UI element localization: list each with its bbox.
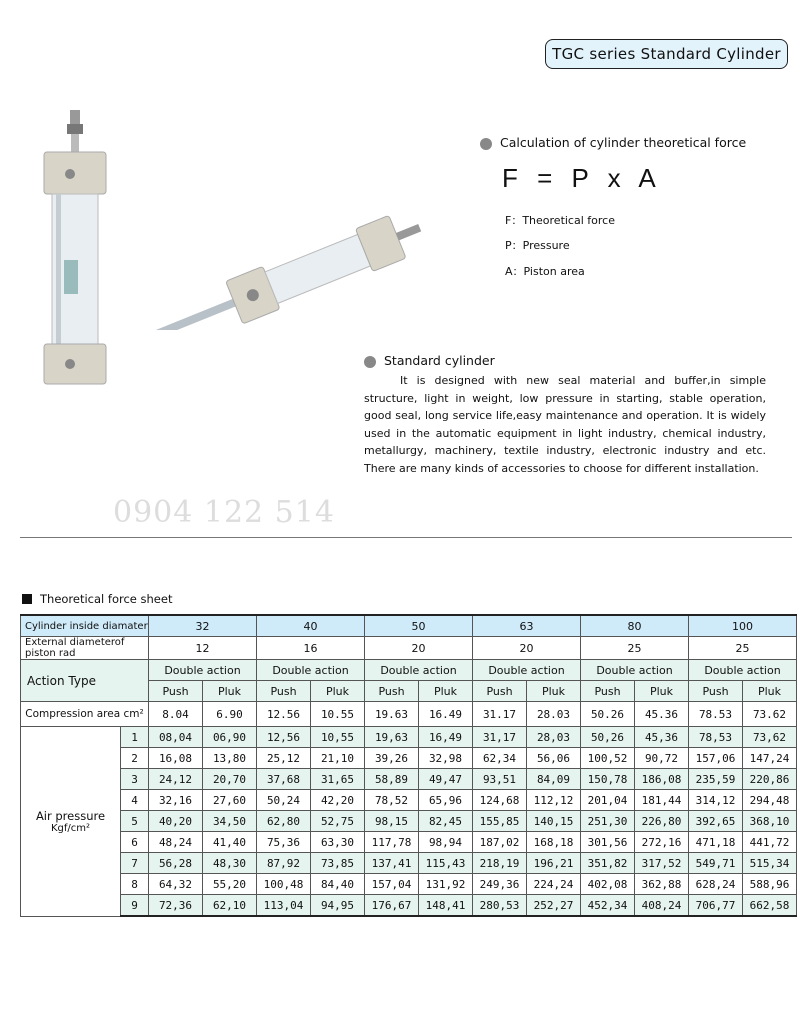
force-value: 87,92: [257, 853, 311, 874]
pluk-header: Pluk: [311, 681, 365, 702]
rod-value: 12: [149, 637, 257, 660]
force-value: 272,16: [635, 832, 689, 853]
force-value: 31,65: [311, 769, 365, 790]
table-row: [21, 660, 797, 681]
force-value: 100,52: [581, 748, 635, 769]
diameter-value: 100: [689, 615, 797, 637]
pressure-value: 8: [121, 874, 149, 895]
sheet-heading-text: Theoretical force sheet: [40, 592, 173, 606]
pressure-value: 3: [121, 769, 149, 790]
force-value: 25,12: [257, 748, 311, 769]
force-value: 187,02: [473, 832, 527, 853]
standard-heading: [364, 353, 495, 368]
definition-f: F：Theoretical force: [505, 214, 615, 227]
force-value: 317,52: [635, 853, 689, 874]
force-value: 441,72: [743, 832, 797, 853]
push-header: Push: [257, 681, 311, 702]
definition-p: P：Pressure: [505, 239, 570, 252]
force-value: 39,26: [365, 748, 419, 769]
force-value: 224,24: [527, 874, 581, 895]
push-header: Push: [581, 681, 635, 702]
table-row: [21, 769, 797, 790]
pluk-header: Pluk: [419, 681, 473, 702]
table-row: [21, 748, 797, 769]
force-value: 28,03: [527, 727, 581, 748]
force-value: 235,59: [689, 769, 743, 790]
force-value: 84,40: [311, 874, 365, 895]
force-value: 94,95: [311, 895, 365, 917]
diameter-value: 50: [365, 615, 473, 637]
force-value: 471,18: [689, 832, 743, 853]
diameter-value: 32: [149, 615, 257, 637]
force-value: 56,06: [527, 748, 581, 769]
force-value: 84,09: [527, 769, 581, 790]
force-value: 98,94: [419, 832, 473, 853]
force-value: 251,30: [581, 811, 635, 832]
pluk-header: Pluk: [635, 681, 689, 702]
force-value: 75,36: [257, 832, 311, 853]
force-value: 124,68: [473, 790, 527, 811]
force-value: 78,52: [365, 790, 419, 811]
force-value: 588,96: [743, 874, 797, 895]
bullet-icon: [480, 138, 492, 150]
pressure-value: 9: [121, 895, 149, 917]
formula: F = P x A: [502, 163, 662, 193]
action-value: Double action: [689, 660, 797, 681]
force-value: 41,40: [203, 832, 257, 853]
force-value: 201,04: [581, 790, 635, 811]
compression-value: 16.49: [419, 702, 473, 727]
force-value: 65,96: [419, 790, 473, 811]
action-value: Double action: [257, 660, 365, 681]
force-value: 50,26: [581, 727, 635, 748]
force-value: 73,62: [743, 727, 797, 748]
table-row: [21, 790, 797, 811]
table-row: [21, 832, 797, 853]
force-value: 176,67: [365, 895, 419, 917]
compression-value: 45.36: [635, 702, 689, 727]
force-value: 314,12: [689, 790, 743, 811]
compression-value: 31.17: [473, 702, 527, 727]
force-value: 63,30: [311, 832, 365, 853]
force-value: 72,36: [149, 895, 203, 917]
force-value: 27,60: [203, 790, 257, 811]
table-row: [21, 895, 797, 917]
table-row: [21, 874, 797, 895]
table-row: [21, 615, 797, 637]
action-value: Double action: [149, 660, 257, 681]
pressure-value: 5: [121, 811, 149, 832]
force-value: 34,50: [203, 811, 257, 832]
force-value: 155,85: [473, 811, 527, 832]
rod-value: 20: [473, 637, 581, 660]
force-value: 150,78: [581, 769, 635, 790]
rod-value: 25: [689, 637, 797, 660]
pressure-value: 7: [121, 853, 149, 874]
force-value: 45,36: [635, 727, 689, 748]
compression-label: Compression area cm²: [21, 702, 149, 727]
force-value: 218,19: [473, 853, 527, 874]
force-value: 55,20: [203, 874, 257, 895]
horizontal-cylinder-image: [125, 210, 425, 330]
force-value: 392,65: [689, 811, 743, 832]
force-value: 196,21: [527, 853, 581, 874]
force-value: 408,24: [635, 895, 689, 917]
standard-heading-text: Standard cylinder: [384, 353, 495, 368]
force-value: 549,71: [689, 853, 743, 874]
air-pressure-label: [21, 727, 121, 917]
force-value: 100,48: [257, 874, 311, 895]
force-value: 78,53: [689, 727, 743, 748]
force-value: 13,80: [203, 748, 257, 769]
force-value: 52,75: [311, 811, 365, 832]
force-value: 140,15: [527, 811, 581, 832]
compression-value: 10.55: [311, 702, 365, 727]
force-value: 16,49: [419, 727, 473, 748]
force-value: 21,10: [311, 748, 365, 769]
force-value: 515,34: [743, 853, 797, 874]
page-title: TGC series Standard Cylinder: [545, 39, 788, 69]
action-value: Double action: [473, 660, 581, 681]
force-value: 12,56: [257, 727, 311, 748]
force-value: 08,04: [149, 727, 203, 748]
force-value: 168,18: [527, 832, 581, 853]
pressure-value: 2: [121, 748, 149, 769]
vertical-cylinder-image: [40, 110, 120, 390]
force-value: 62,10: [203, 895, 257, 917]
compression-value: 8.04: [149, 702, 203, 727]
compression-value: 28.03: [527, 702, 581, 727]
force-value: 32,16: [149, 790, 203, 811]
force-value: 220,86: [743, 769, 797, 790]
rod-value: 16: [257, 637, 365, 660]
force-value: 64,32: [149, 874, 203, 895]
force-value: 351,82: [581, 853, 635, 874]
force-value: 40,20: [149, 811, 203, 832]
force-value: 362,88: [635, 874, 689, 895]
force-value: 112,12: [527, 790, 581, 811]
pluk-header: Pluk: [527, 681, 581, 702]
force-value: 157,04: [365, 874, 419, 895]
force-value: 117,78: [365, 832, 419, 853]
table-row: [21, 637, 797, 660]
force-value: 58,89: [365, 769, 419, 790]
table-row: [21, 702, 797, 727]
rod-label: External diameterof piston rad: [21, 637, 149, 660]
compression-value: 12.56: [257, 702, 311, 727]
phone-watermark: 0904 122 514: [113, 495, 335, 530]
force-value: 62,80: [257, 811, 311, 832]
force-value: 50,24: [257, 790, 311, 811]
pluk-header: Pluk: [203, 681, 257, 702]
force-value: 148,41: [419, 895, 473, 917]
force-value: 73,85: [311, 853, 365, 874]
table-row: [21, 853, 797, 874]
force-value: 662,58: [743, 895, 797, 917]
diameter-value: 80: [581, 615, 689, 637]
air-pressure-unit: Kgf/cm²: [50, 822, 91, 834]
definition-a: A：Piston area: [505, 265, 585, 278]
force-value: 157,06: [689, 748, 743, 769]
force-value: 56,28: [149, 853, 203, 874]
table-row: [21, 811, 797, 832]
compression-value: 6.90: [203, 702, 257, 727]
force-value: 368,10: [743, 811, 797, 832]
force-value: 181,44: [635, 790, 689, 811]
force-value: 48,24: [149, 832, 203, 853]
force-value: 301,56: [581, 832, 635, 853]
compression-value: 19.63: [365, 702, 419, 727]
force-value: 294,48: [743, 790, 797, 811]
compression-value: 50.26: [581, 702, 635, 727]
push-header: Push: [365, 681, 419, 702]
pressure-value: 1: [121, 727, 149, 748]
push-header: Push: [149, 681, 203, 702]
force-value: 24,12: [149, 769, 203, 790]
force-value: 252,27: [527, 895, 581, 917]
table-row: [21, 727, 797, 748]
force-value: 10,55: [311, 727, 365, 748]
force-value: 452,34: [581, 895, 635, 917]
force-value: 20,70: [203, 769, 257, 790]
force-value: 131,92: [419, 874, 473, 895]
pluk-header: Pluk: [743, 681, 797, 702]
compression-value: 78.53: [689, 702, 743, 727]
force-value: 49,47: [419, 769, 473, 790]
force-value: 32,98: [419, 748, 473, 769]
force-value: 19,63: [365, 727, 419, 748]
pressure-value: 4: [121, 790, 149, 811]
diameter-value: 63: [473, 615, 581, 637]
force-value: 115,43: [419, 853, 473, 874]
force-value: 402,08: [581, 874, 635, 895]
force-value: 249,36: [473, 874, 527, 895]
push-header: Push: [473, 681, 527, 702]
force-value: 186,08: [635, 769, 689, 790]
diameter-value: 40: [257, 615, 365, 637]
action-type-label: Action Type: [21, 660, 149, 702]
force-value: 06,90: [203, 727, 257, 748]
force-value: 280,53: [473, 895, 527, 917]
force-value: 706,77: [689, 895, 743, 917]
calculation-heading: [480, 135, 746, 150]
compression-value: 73.62: [743, 702, 797, 727]
force-value: 82,45: [419, 811, 473, 832]
rod-value: 25: [581, 637, 689, 660]
force-value: 137,41: [365, 853, 419, 874]
force-value: 62,34: [473, 748, 527, 769]
theoretical-force-table: [20, 614, 797, 917]
diameter-label: Cylinder inside diamater: [21, 615, 149, 637]
pressure-value: 6: [121, 832, 149, 853]
force-value: 37,68: [257, 769, 311, 790]
standard-description: It is designed with new seal material and buffer,in simple structure, light in weight, low pressure in starting, stable operation, good seal, long service life,easy maintenance and operation. It is widely used in the automatic equipment in light industry, chemical industry, metallurgy, machinery, textile industry, electronic industry and etc. There are many kinds of accessories to choose for different installation.: [364, 374, 766, 475]
action-value: Double action: [365, 660, 473, 681]
force-value: 42,20: [311, 790, 365, 811]
divider: [20, 537, 792, 538]
push-header: Push: [689, 681, 743, 702]
force-value: 147,24: [743, 748, 797, 769]
force-value: 628,24: [689, 874, 743, 895]
calculation-heading-text: Calculation of cylinder theoretical force: [500, 135, 747, 150]
force-value: 31,17: [473, 727, 527, 748]
force-value: 113,04: [257, 895, 311, 917]
square-bullet-icon: [22, 594, 32, 604]
air-pressure-text: Air pressure: [35, 808, 106, 823]
force-value: 226,80: [635, 811, 689, 832]
force-value: 16,08: [149, 748, 203, 769]
force-value: 90,72: [635, 748, 689, 769]
sheet-heading: [22, 592, 172, 606]
force-value: 48,30: [203, 853, 257, 874]
action-value: Double action: [581, 660, 689, 681]
rod-value: 20: [365, 637, 473, 660]
force-value: 93,51: [473, 769, 527, 790]
bullet-icon: [364, 356, 376, 368]
force-value: 98,15: [365, 811, 419, 832]
